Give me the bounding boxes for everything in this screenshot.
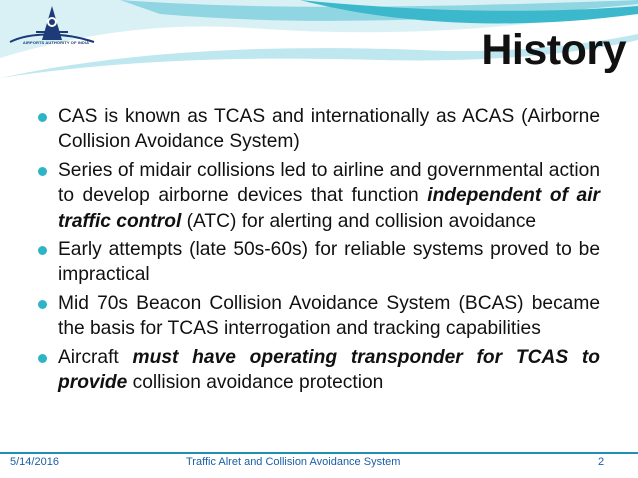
- bullet-item: [38, 104, 600, 155]
- bullet-item: [38, 291, 600, 342]
- bullet-item: [38, 158, 600, 234]
- page-title: History: [481, 26, 626, 74]
- bullet-text: Mid 70s Beacon Collision Avoidance System (BCAS) became the basis for TCAS interrogation and tracking capabilities: [58, 292, 600, 340]
- bullet-text: (ATC) for alerting and collision avoidance: [181, 210, 537, 232]
- bullet-text: Early attempts (late 50s-60s) for reliable systems proved to be impractical: [58, 239, 600, 286]
- emphasis-text: independent of air traffic control: [58, 185, 600, 232]
- bullet-text: collision avoidance protection: [127, 372, 384, 394]
- bullet-list: [38, 104, 600, 398]
- bullet-item: [38, 345, 600, 396]
- footer-divider: [0, 452, 638, 454]
- emphasis-text: must have operating transponder for TCAS to provide: [58, 346, 600, 394]
- bullet-text: Series of midair collisions led to airline and governmental action to develop airborne devices that function: [58, 159, 600, 207]
- bullet-item: [38, 237, 600, 288]
- bullet-text: Aircraft: [58, 346, 133, 368]
- page-number: 2: [598, 456, 605, 468]
- footer-date: 5/14/2016: [10, 456, 59, 468]
- bullet-text: CAS is known as TCAS and internationally as ACAS (Airborne Collision Avoidance System): [58, 106, 600, 153]
- footer-title: Traffic Alret and Collision Avoidance System: [186, 456, 401, 468]
- logo-caption: AIRPORTS AUTHORITY OF INDIA: [22, 40, 90, 45]
